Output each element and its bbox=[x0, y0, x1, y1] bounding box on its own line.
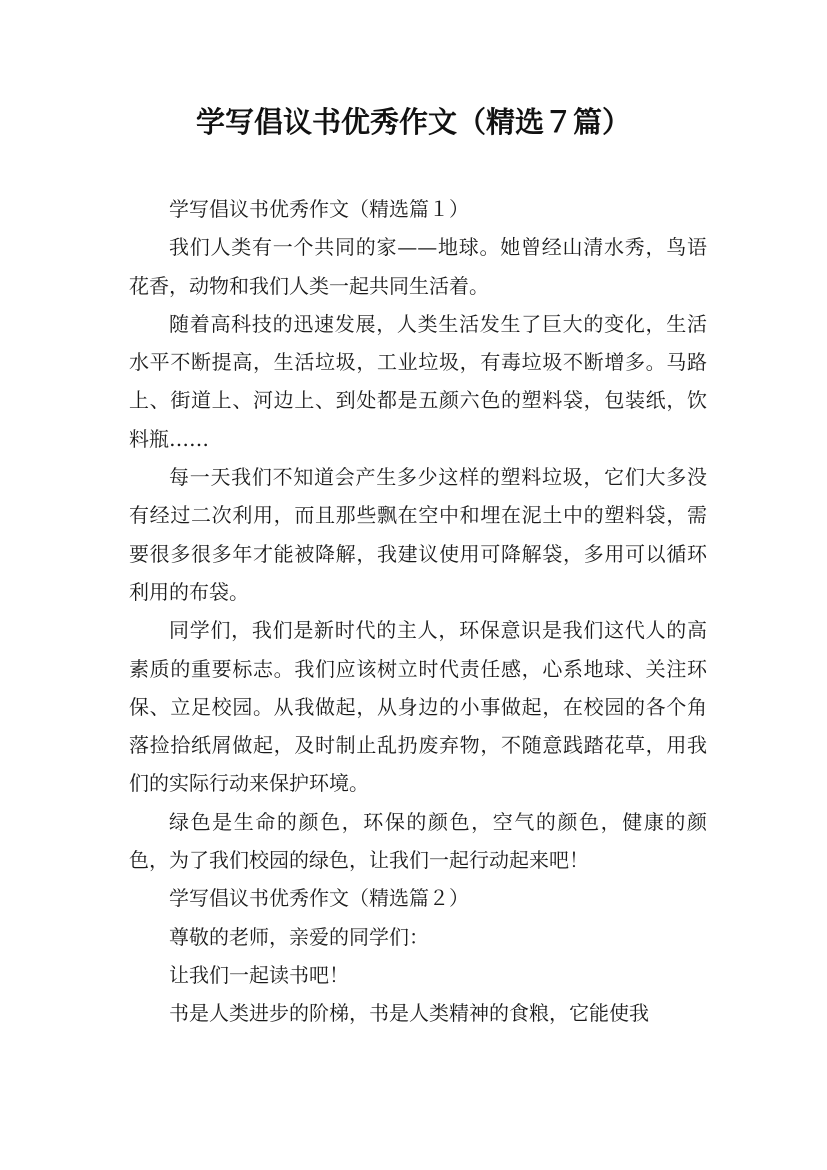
section-heading-1: 学写倡议书优秀作文（精选篇１） bbox=[169, 197, 469, 221]
paragraph: 每一天我们不知道会产生多少这样的塑料垃圾，它们大多没有经过二次利用，而且那些飘在空中和埋在泥土中的塑料袋，需要很多很多年才能被降解，我建议使用可降解袋，多用可以循环利用的布袋。 bbox=[129, 465, 707, 604]
document-body bbox=[129, 190, 707, 1033]
paragraph: 我们人类有一个共同的家——地球。她曾经山清水秀，鸟语花香，动物和我们人类一起共同生活着。 bbox=[129, 235, 707, 298]
paragraph: 让我们一起读书吧！ bbox=[169, 962, 349, 987]
paragraph: 书是人类进步的阶梯，书是人类精神的食粮，它能使我 bbox=[169, 1001, 649, 1026]
section-heading-2: 学写倡议书优秀作文（精选篇２） bbox=[169, 886, 469, 911]
document-title: 学写倡议书优秀作文（精选７篇） bbox=[195, 105, 631, 139]
paragraph: 绿色是生命的颜色，环保的颜色，空气的颜色，健康的颜色，为了我们校园的绿色，让我们一起行动起来吧！ bbox=[129, 809, 707, 873]
paragraph: 随着高科技的迅速发展，人类生活发生了巨大的变化，生活水平不断提高，生活垃圾，工业垃圾，有毒垃圾不断增多。马路上、街道上、河边上、到处都是五颜六色的塑料袋，包装纸，饮料瓶…… bbox=[129, 311, 707, 451]
salutation: 尊敬的老师，亲爱的同学们： bbox=[169, 924, 429, 949]
paragraph: 同学们，我们是新时代的主人，环保意识是我们这代人的高素质的重要标志。我们应该树立时代责任感，心系地球、关注环保、立足校园。从我做起，从身边的小事做起，在校园的各个角落捡拾纸屑做起，及时制止乱扔废弃物，不随意践踏花草，用我们的实际行动来保护环境。 bbox=[129, 618, 707, 796]
